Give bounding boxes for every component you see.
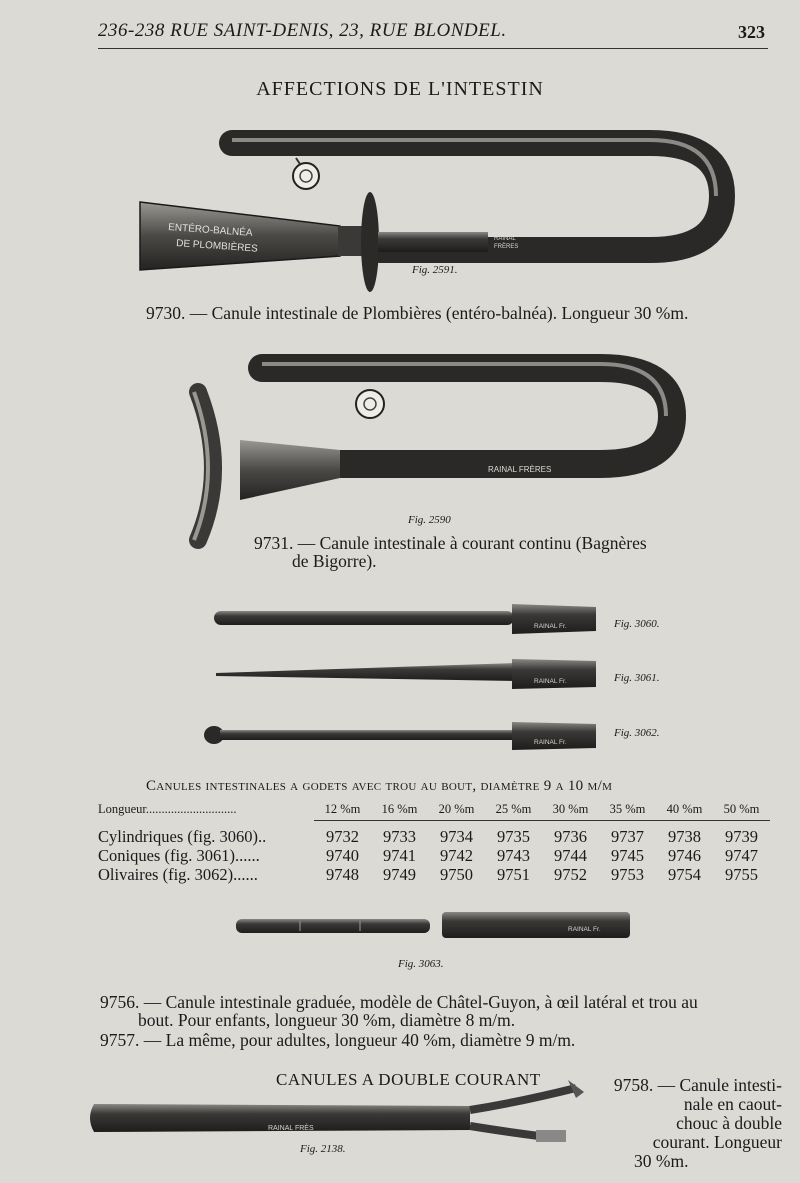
cell: 9752 <box>554 865 587 884</box>
item-9758-line: 9758. — Canule intesti- <box>613 1075 782 1095</box>
row-label: Coniques (fig. 3061)...... <box>98 846 260 865</box>
fig-3060-maker: RAINAL Fr. <box>534 623 567 630</box>
header-address: 236-238 RUE SAINT-DENIS, 23, RUE BLONDEL. <box>98 20 507 41</box>
cell: 9753 <box>611 865 644 884</box>
length-col: 16 %m <box>371 800 428 821</box>
length-label: Longueur............................. <box>98 802 237 817</box>
cell: 9751 <box>497 865 530 884</box>
fig-2591-engraving-1: ENTÉRO-BALNÉA <box>167 222 253 239</box>
length-col: 30 %m <box>542 800 599 821</box>
cell: 9735 <box>497 827 530 846</box>
table-row <box>98 846 770 865</box>
length-col: 50 %m <box>713 800 770 821</box>
cell: 9737 <box>611 827 644 846</box>
cell: 9743 <box>497 846 530 865</box>
fig-3063-maker: RAINAL Fr. <box>568 926 601 933</box>
row-label: Cylindriques (fig. 3060).. <box>98 826 267 846</box>
cell: 9755 <box>725 865 758 884</box>
item-9731-line-1: 9731. — Canule intestinale à courant continu (Bagnères <box>254 533 647 553</box>
row-label: Olivaires (fig. 3062)...... <box>98 865 258 884</box>
cell: 9742 <box>440 846 473 865</box>
length-col: 40 %m <box>656 800 713 821</box>
cell: 9741 <box>383 846 416 865</box>
fig-2590-maker: RAINAL FRÈRES <box>488 465 552 474</box>
length-col: 35 %m <box>599 800 656 821</box>
godets-heading: Canules intestinales a godets avec trou au bout, diamètre 9 a 10 m/m <box>146 778 613 794</box>
cell: 9745 <box>611 846 644 865</box>
cell: 9739 <box>725 827 758 846</box>
fig-2590-caption: Fig. 2590 <box>408 514 451 526</box>
item-9731-line-2: de Bigorre). <box>292 551 377 571</box>
cell: 9744 <box>554 846 587 865</box>
cell: 9738 <box>668 827 701 846</box>
table-header-row <box>98 800 770 821</box>
item-9756-line-1: 9756. — Canule intestinale graduée, modèle de Châtel-Guyon, à œil latéral et trou au <box>100 992 698 1012</box>
fig-2591-engraving-2: DE PLOMBIÈRES <box>175 238 259 255</box>
fig-3061-maker: RAINAL Fr. <box>534 678 567 685</box>
length-col: 20 %m <box>428 800 485 821</box>
cell: 9736 <box>554 827 587 846</box>
cell: 9748 <box>326 865 359 884</box>
double-courant-title: CANULES A DOUBLE COURANT <box>276 1070 541 1089</box>
cell: 9746 <box>668 846 701 865</box>
fig-3063-cannula <box>236 912 630 938</box>
item-9758-line: 30 %m. <box>634 1151 689 1171</box>
fig-2138-caption: Fig. 2138. <box>300 1143 346 1155</box>
length-col: 25 %m <box>485 800 542 821</box>
table-row <box>98 865 770 884</box>
cell: 9732 <box>326 827 359 846</box>
cell: 9750 <box>440 865 473 884</box>
table-row <box>98 821 770 847</box>
cell: 9754 <box>668 865 701 884</box>
fig-3061-caption: Fig. 3061. <box>614 672 660 684</box>
item-9758-line: nale en caout- <box>683 1094 782 1114</box>
fig-2591-caption: Fig. 2591. <box>412 264 458 276</box>
item-9758 <box>592 1076 782 1171</box>
length-col: 12 %m <box>314 800 371 821</box>
item-9757: 9757. — La même, pour adultes, longueur 40 %m, diamètre 9 m/m. <box>100 1030 576 1050</box>
cell: 9740 <box>326 846 359 865</box>
item-9730: 9730. — Canule intestinale de Plombières (entéro-balnéa). Longueur 30 %m. <box>146 303 689 323</box>
godets-table <box>98 800 770 884</box>
page-number: 323 <box>738 22 765 42</box>
fig-2138-maker: RAINAL FRÈS <box>268 1125 314 1132</box>
cell: 9747 <box>725 846 758 865</box>
fig-2591-maker-2: FRÈRES <box>494 244 519 250</box>
fig-3063-caption: Fig. 3063. <box>398 958 444 970</box>
fig-3060-caption: Fig. 3060. <box>614 618 660 630</box>
fig-3062-maker: RAINAL Fr. <box>534 739 567 746</box>
section-title: AFFECTIONS DE L'INTESTIN <box>256 78 544 100</box>
cell: 9749 <box>383 865 416 884</box>
fig-3062-caption: Fig. 3062. <box>614 727 660 739</box>
fig-2591-maker-1: RAINAL <box>494 236 516 242</box>
cell: 9733 <box>383 827 416 846</box>
item-9756-line-2: bout. Pour enfants, longueur 30 %m, diamètre 8 m/m. <box>138 1010 516 1030</box>
item-9758-line: courant. Longueur <box>652 1132 782 1152</box>
cell: 9734 <box>440 827 473 846</box>
item-9758-line: chouc à double <box>676 1113 782 1133</box>
